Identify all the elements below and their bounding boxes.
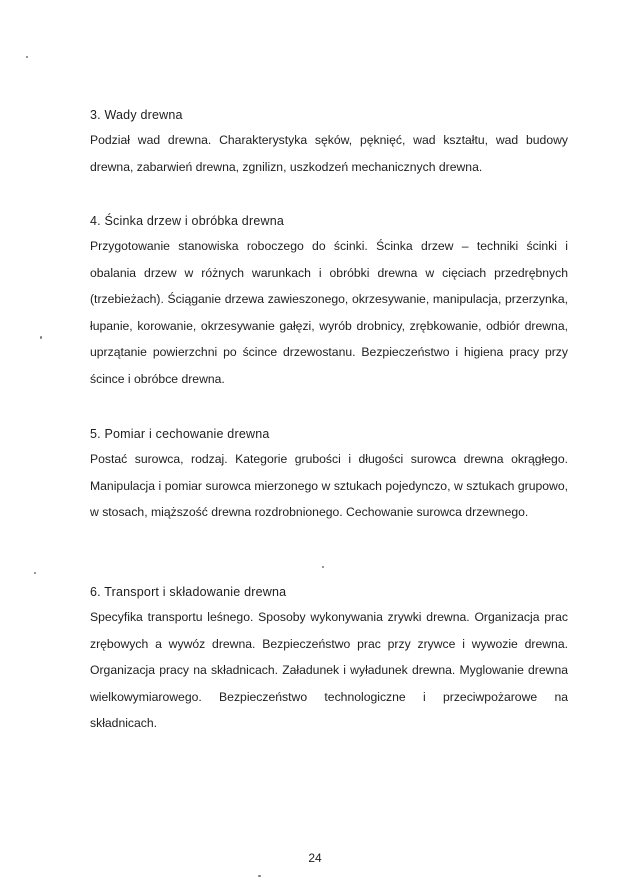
section-heading: 4. Ścinka drzew i obróbka drewna <box>90 214 284 228</box>
section-text: Podział wad drewna. Charakterystyka sęków, pęknięć, wad kształtu, wad budowy drewna, zabarwień drewna, zgnilizn, uszkodzeń mechanicznych drewna. <box>90 133 568 174</box>
section-heading: 3. Wady drewna <box>90 108 183 122</box>
section-transport-skladowanie <box>90 584 568 737</box>
section-pomiar-cechowanie <box>90 426 568 526</box>
section-wady-drewna <box>90 107 568 180</box>
page-number: 24 <box>308 851 322 865</box>
section-text: Postać surowca, rodzaj. Kategorie grubości i długości surowca drewna okrągłego. Manipulacja i pomiar surowca mierzonego w sztukach pojedynczo, w sztukach grupowo, w stosach, miąższość drewna rozdrobnionego. Cechowanie surowca drzewnego. <box>90 452 568 519</box>
scan-speck <box>322 566 324 568</box>
scan-speck <box>26 56 28 58</box>
section-scinka-drzew <box>90 213 568 392</box>
section-text: Przygotowanie stanowiska roboczego do ścinki. Ścinka drzew – techniki ścinki i obalania drzew w różnych warunkach i obróbki drewna w cięciach przedrębnych (trzebieżach). Ściąganie drzewa zawieszonego, okrzesywanie, manipulacja, przerzynka, łupanie, korowanie, okrzesywanie gałęzi, wyrób drobnicy, zrębkowanie, odbiór drewna, uprzątanie powierzchni po ścince drzewostanu. Bezpieczeństwo i higiena pracy przy ścince i obróbce drewna. <box>90 239 568 386</box>
section-heading: 5. Pomiar i cechowanie drewna <box>90 427 270 441</box>
scan-speck <box>34 572 36 574</box>
scan-speck <box>40 336 42 339</box>
scan-speck <box>258 875 261 877</box>
section-heading: 6. Transport i składowanie drewna <box>90 585 287 599</box>
section-text: Specyfika transportu leśnego. Sposoby wykonywania zrywki drewna. Organizacja prac zrębowych a wywóz drewna. Bezpieczeństwo prac przy zrywce i wywozie drewna. Organizacja pracy na składnicach. Załadunek i wyładunek drewna. Myglowanie drewna wielkowymiarowego. Bezpieczeństwo technologiczne i przeciwpożarowe na składnicach. <box>90 610 568 730</box>
